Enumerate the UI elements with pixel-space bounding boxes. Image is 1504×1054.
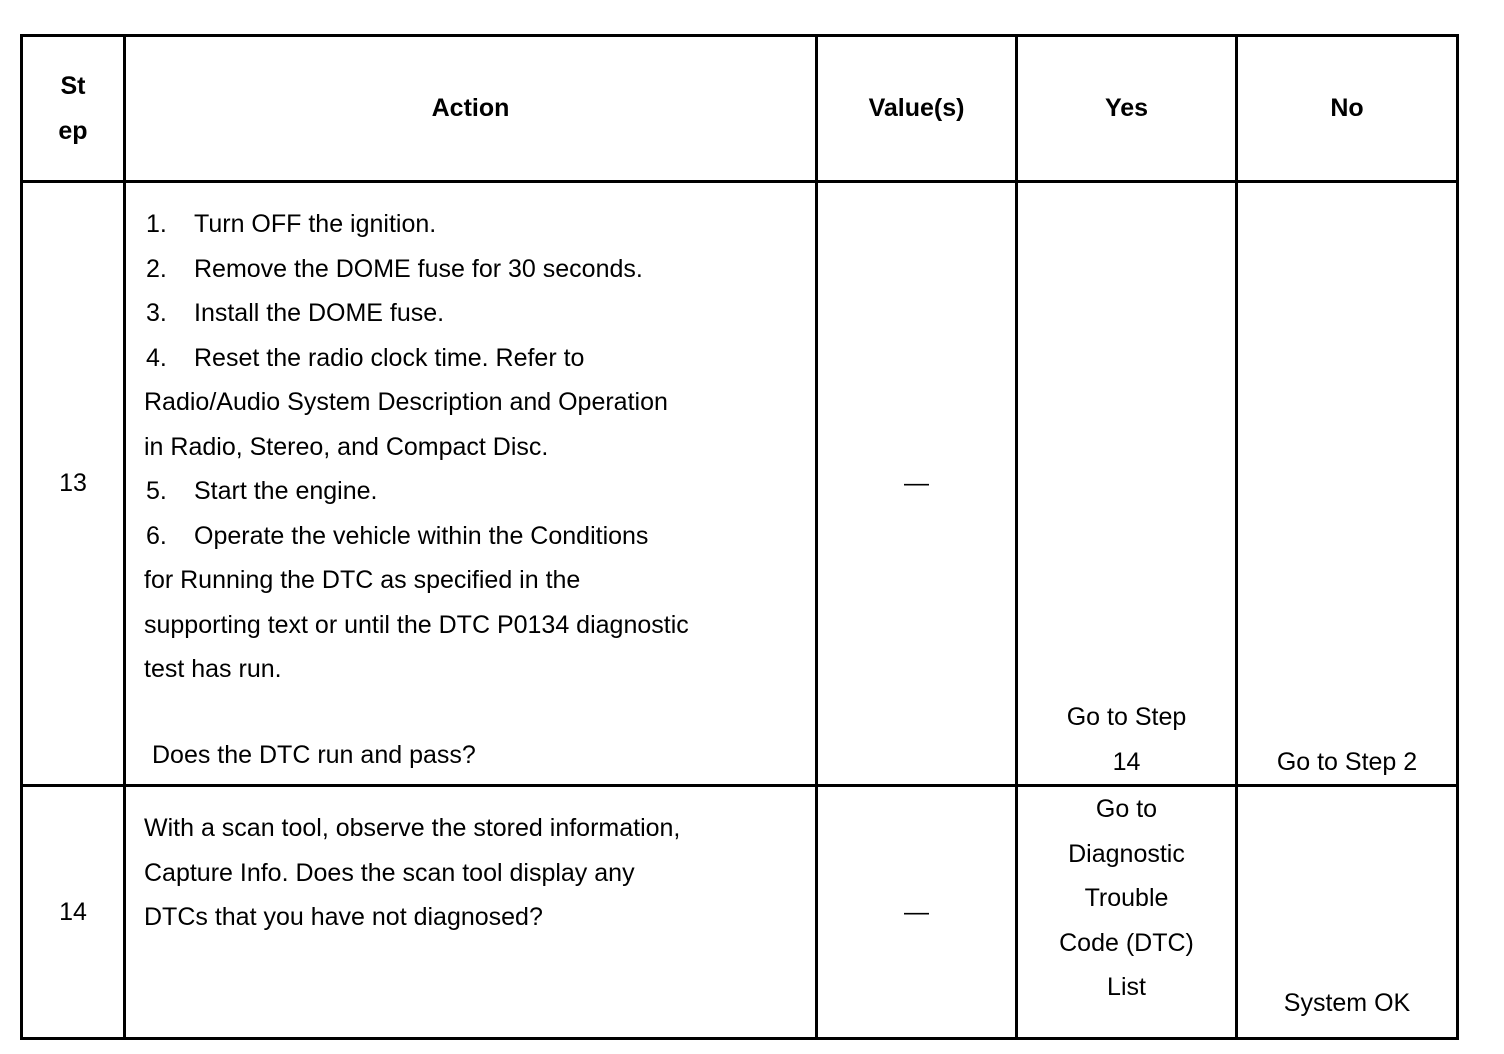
step-number: 14 [22, 786, 125, 1039]
action-line: DTCs that you have not diagnosed? [144, 903, 543, 931]
header-step-label: St ep [58, 72, 88, 145]
action-continuation: Radio/Audio System Description and Operation [144, 388, 668, 416]
header-values: Value(s) [817, 36, 1017, 182]
yes-line: Diagnostic [1068, 839, 1185, 868]
action-cell [125, 182, 817, 786]
action-item: 3. Install the DOME fuse. [146, 299, 445, 327]
yes-line: Go to Step [1066, 703, 1187, 731]
yes-cell [1017, 182, 1237, 786]
action-continuation: test has run. [144, 655, 282, 683]
action-item: 2. Remove the DOME fuse for 30 seconds. [146, 254, 643, 283]
header-action: Action [125, 36, 817, 182]
step-number: 13 [22, 182, 125, 786]
action-item: 4. Reset the radio clock time. Refer to [146, 343, 585, 372]
yes-line: List [1107, 973, 1146, 1001]
action-item: 6. Operate the vehicle within the Conditions [146, 521, 649, 550]
no-cell: Go to Step 2 [1237, 182, 1458, 786]
header-no: No [1237, 36, 1458, 182]
action-line: With a scan tool, observe the stored information, [144, 814, 681, 842]
yes-cell [1017, 786, 1237, 1039]
table-row [22, 786, 1458, 1039]
value-cell: — [817, 182, 1017, 786]
action-continuation: in Radio, Stereo, and Compact Disc. [144, 432, 549, 461]
yes-line: Trouble [1084, 884, 1169, 912]
header-yes: Yes [1017, 36, 1237, 182]
header-row [22, 36, 1458, 182]
action-continuation: for Running the DTC as specified in the [144, 566, 581, 594]
header-step [22, 36, 125, 182]
action-question: Does the DTC run and pass? [152, 740, 476, 769]
action-cell [125, 786, 817, 1039]
yes-line: 14 [1112, 747, 1141, 776]
action-item: 1. Turn OFF the ignition. [146, 210, 437, 238]
yes-line: Go to [1095, 795, 1158, 823]
value-cell: — [817, 786, 1017, 1039]
action-continuation: supporting text or until the DTC P0134 diagnostic [144, 610, 689, 639]
diagnostic-table [20, 34, 1459, 1040]
yes-line: Code (DTC) [1059, 928, 1194, 957]
table-row [22, 182, 1458, 786]
action-line: Capture Info. Does the scan tool display any [144, 858, 635, 887]
no-cell: System OK [1237, 786, 1458, 1039]
action-item: 5. Start the engine. [146, 477, 378, 505]
